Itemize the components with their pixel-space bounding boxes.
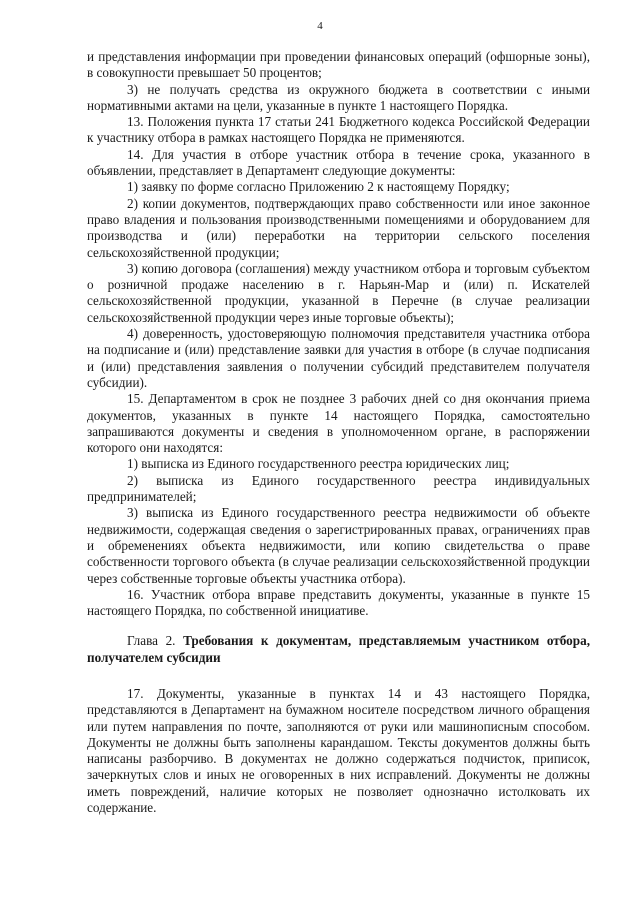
paragraph: 15. Департаментом в срок не позднее 3 рабочих дней со дня окончания приема документов, указанных в пункте 14 настоящего Порядка, самостоятельно запрашиваются документы и сведения в уполномоченном органе, в распоряжении которого они находятся: — [87, 391, 590, 456]
paragraph: 17. Документы, указанные в пунктах 14 и 43 настоящего Порядка, представляются в Департамент на бумажном носителе посредством личного обращения или путем направления по почте, заполняются от руки или машинописным способом. Документы не должны быть заполнены карандашом. Тексты документов должны быть написаны разборчиво. В документах не должно содержаться подчисток, приписок, зачеркнутых слов и иных не оговоренных в них исправлений. Документы не должны иметь повреждений, наличие которых не позволяет однозначно истолковать их содержание. — [87, 685, 590, 816]
paragraph: 1) выписка из Единого государственного реестра юридических лиц; — [127, 456, 510, 472]
paragraph: 2) выписка из Единого государственного реестра индивидуальных предпринимателей; — [87, 472, 590, 505]
paragraph: 3) не получать средства из окружного бюджета в соответствии с иными нормативными актами на цели, указанные в пункте 1 настоящего Порядка. — [87, 81, 590, 113]
chapter-heading — [87, 633, 590, 666]
paragraph: 3) копию договора (соглашения) между участником отбора и торговым субъектом о розничной продаже населению в г. Нарьян-Мар и (или) п. Искателей сельскохозяйственной продукции, указанной в Перечне (в случае реализации сельскохозяйственной продукции через иные торговые объекты); — [87, 260, 590, 325]
page-number: 4 — [317, 20, 323, 32]
paragraph: 4) доверенность, удостоверяющую полномочия представителя участника отбора на подписание и (или) представление заявки для участия в отборе (в случае подписания и (или) представления заявления о получении субсидий представителем получателя субсидии). — [87, 326, 590, 390]
paragraph: 1) заявку по форме согласно Приложению 2 к настоящему Порядку; — [127, 179, 510, 195]
paragraph: 2) копии документов, подтверждающих право собственности или иное законное право владения и пользования производственными помещениями и оборудованием для производства и (или) переработки на территории сельского поселения сельскохозяйственной продукции; — [87, 195, 590, 260]
paragraph: 13. Положения пункта 17 статьи 241 Бюджетного кодекса Российской Федерации к участнику отбора в рамках настоящего Порядка не применяются. — [87, 114, 590, 146]
document-body — [87, 49, 590, 816]
paragraph: и представления информации при проведении финансовых операций (офшорные зоны), в совокупности превышает 50 процентов; — [87, 49, 590, 81]
paragraph: 3) выписка из Единого государственного реестра недвижимости об объекте недвижимости, содержащая сведения о зарегистрированных правах, ограничениях прав и обременениях объекта недвижимости, или копию свидетельства о праве собственности торгового объекта (в случае реализации сельскохозяйственной продукции через собственные торговые объекты участника отбора). — [87, 505, 590, 586]
paragraph: 14. Для участия в отборе участник отбора в течение срока, указанного в объявлении, представляет в Департамент следующие документы: — [87, 146, 590, 179]
paragraph: 16. Участник отбора вправе представить документы, указанные в пункте 15 настоящего Порядка, по собственной инициативе. — [87, 586, 590, 619]
chapter-title: Требования к документам, представляемым участником отбора, получателем субсидии — [87, 633, 590, 665]
chapter-label: Глава 2. — [127, 633, 176, 649]
